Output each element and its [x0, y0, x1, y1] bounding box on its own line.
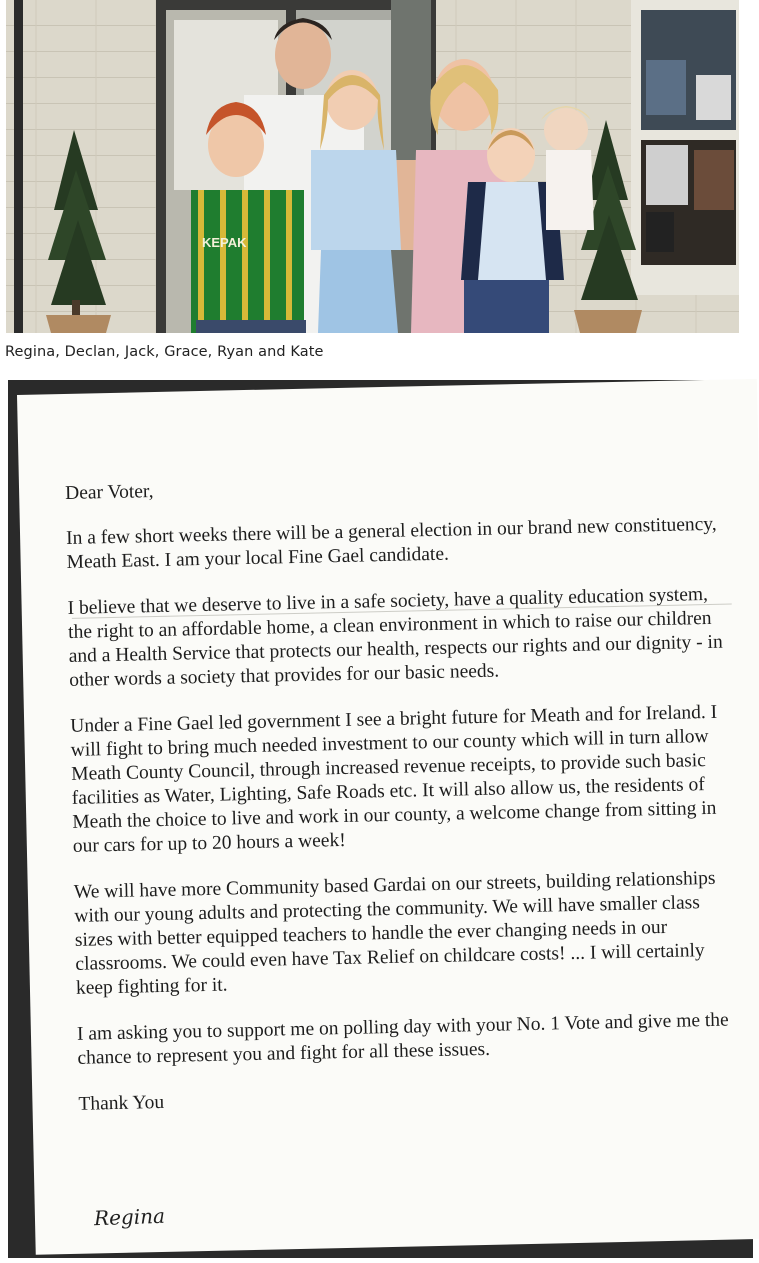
letter-paragraph: Under a Fine Gael led government I see a bright future for Meath and for Ireland. I will fight to bring much needed investment to our county which will in turn allow Meath County Council, through increased revenue receipts, to provide such basic facilities as Water, Lighting, Safe Roads etc. It will also allow us, the residents of Meath the choice to live and work in our county, a welcome change from sitting in our cars for up to 20 hours a week!: [70, 701, 718, 857]
handwritten-signature: Regina: [93, 1203, 166, 1231]
letter-frame: [8, 380, 753, 1258]
letter-closing: Thank You: [78, 1091, 165, 1115]
photo-caption: Regina, Declan, Jack, Grace, Ryan and Kate: [5, 344, 324, 360]
letter-paragraph: I believe that we deserve to live in a safe society, have a quality education system, the right to an affordable home, a clean environment in which to raise our children and a Health Service that protects our health, respects our rights and our dignity - in other words a society that provides for our basic needs.: [67, 583, 723, 691]
letter-paper: [17, 379, 759, 1255]
letter-salutation: Dear Voter,: [64, 481, 154, 504]
family-photo: [6, 0, 739, 333]
letter-body: [65, 468, 739, 1139]
letter-paragraph: We will have more Community based Gardai on our streets, building relationships with our young adults and protecting the community. We will have smaller class sizes with better equipped teachers to handle the ever changing needs in our classrooms. We could even have Tax Relief on childcare costs! ... I will certainly keep fighting for it.: [73, 867, 716, 999]
family-photo-illustration: [6, 0, 739, 333]
letter-paragraph: In a few short weeks there will be a general election in our brand new constituency, Meath East. I am your local Fine Gael candidate.: [65, 513, 717, 573]
letter-paragraph: I am asking you to support me on polling day with your No. 1 Vote and give me the chance to represent you and fight for all these issues.: [76, 1009, 729, 1069]
jersey-sponsor-text: KEPAK: [202, 235, 247, 250]
